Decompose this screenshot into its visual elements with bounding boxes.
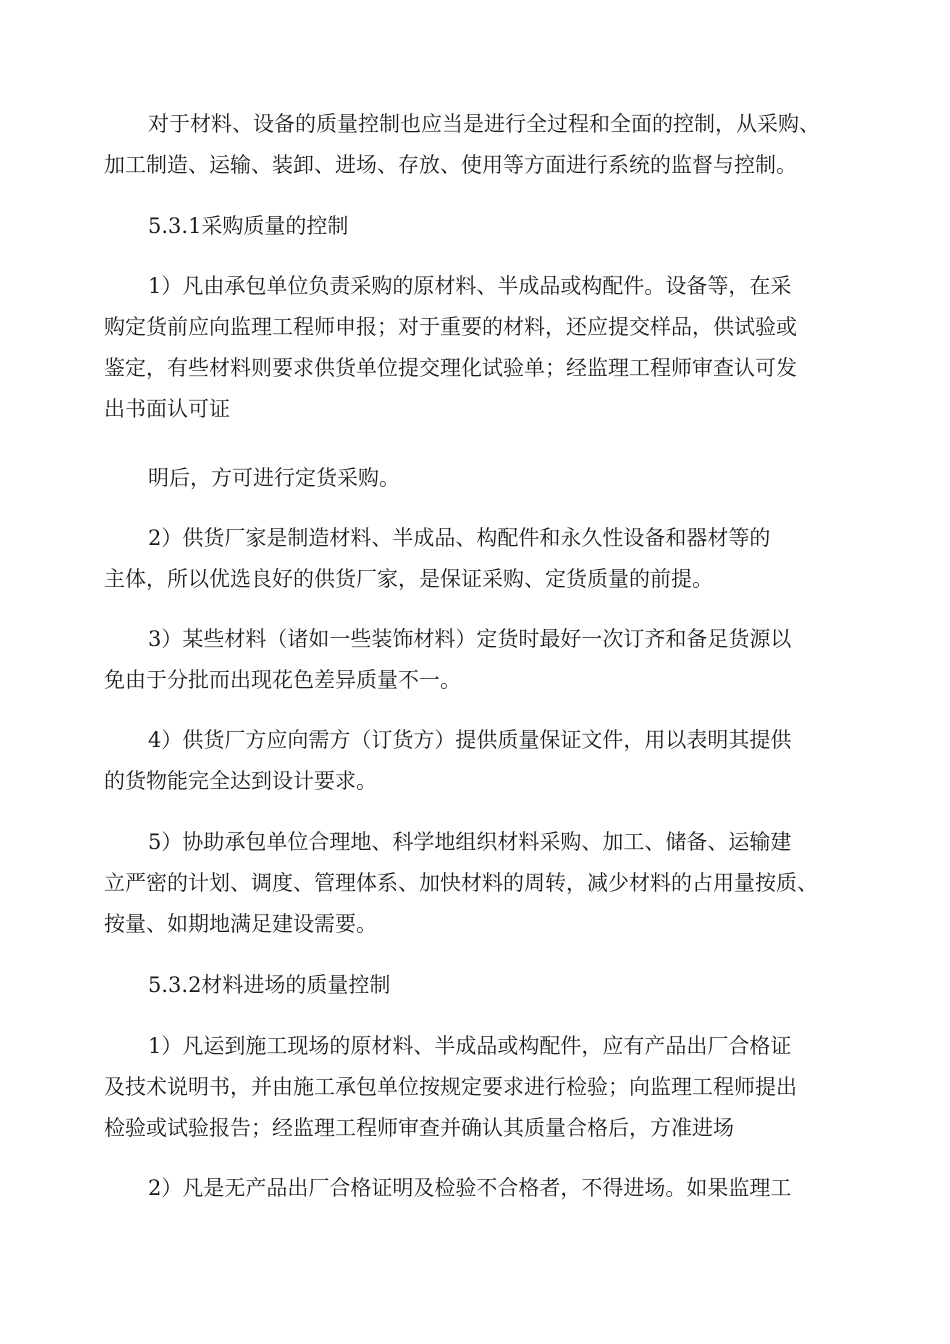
text-line: 1）凡运到施工现场的原材料、半成品或构配件，应有产品出厂合格证 <box>148 1034 792 1058</box>
paragraph-item-5 <box>104 822 818 945</box>
text-line: 及技术说明书，并由施工承包单位按规定要求进行检验；向监理工程师提出 <box>104 1075 797 1099</box>
text-line: 立严密的计划、调度、管理体系、加快材料的周转，减少材料的占用量按质、 <box>104 871 818 895</box>
paragraph-intro <box>104 104 820 186</box>
text-line: 2）凡是无产品出厂合格证明及检验不合格者，不得进场。如果监理工 <box>148 1176 792 1200</box>
text-line: 主体，所以优选良好的供货厂家，是保证采购、定货质量的前提。 <box>104 567 713 591</box>
paragraph-item-4 <box>104 720 791 802</box>
section-heading: 5.3.1采购质量的控制 <box>148 214 349 238</box>
section-heading-5-3-2 <box>104 965 390 1006</box>
paragraph-entry-1 <box>104 1026 797 1149</box>
text-line: 出书面认可证 <box>104 397 230 421</box>
text-line: 明后，方可进行定货采购。 <box>148 466 400 490</box>
text-line: 2）供货厂家是制造材料、半成品、构配件和永久性设备和器材等的 <box>148 526 771 550</box>
paragraph-item-3 <box>104 619 791 701</box>
paragraph-entry-2 <box>104 1168 791 1209</box>
text-line: 检验或试验报告；经监理工程师审查并确认其质量合格后，方准进场 <box>104 1116 734 1140</box>
text-line: 对于材料、设备的质量控制也应当是进行全过程和全面的控制，从采购、 <box>148 112 820 136</box>
section-heading-5-3-1 <box>104 206 348 247</box>
paragraph-item-1 <box>104 266 797 430</box>
text-line: 按量、如期地满足建设需要。 <box>104 912 377 936</box>
text-line: 鉴定，有些材料则要求供货单位提交理化试验单；经监理工程师审查认可发 <box>104 356 797 380</box>
paragraph-item-2 <box>104 518 770 600</box>
text-line: 购定货前应向监理工程师申报；对于重要的材料，还应提交样品，供试验或 <box>104 315 797 339</box>
section-heading: 5.3.2材料进场的质量控制 <box>148 973 391 997</box>
paragraph-item-1-continued <box>104 458 400 499</box>
text-line: 4）供货厂方应向需方（订货方）提供质量保证文件，用以表明其提供 <box>148 728 792 752</box>
text-line: 加工制造、运输、装卸、进场、存放、使用等方面进行系统的监督与控制。 <box>104 153 797 177</box>
text-line: 5）协助承包单位合理地、科学地组织材料采购、加工、储备、运输建 <box>148 830 792 854</box>
text-line: 免由于分批而出现花色差异质量不一。 <box>104 668 461 692</box>
text-line: 3）某些材料（诸如一些装饰材料）定货时最好一次订齐和备足货源以 <box>148 627 792 651</box>
text-line: 的货物能完全达到设计要求。 <box>104 769 377 793</box>
text-line: 1）凡由承包单位负责采购的原材料、半成品或构配件。设备等，在采 <box>148 274 792 298</box>
